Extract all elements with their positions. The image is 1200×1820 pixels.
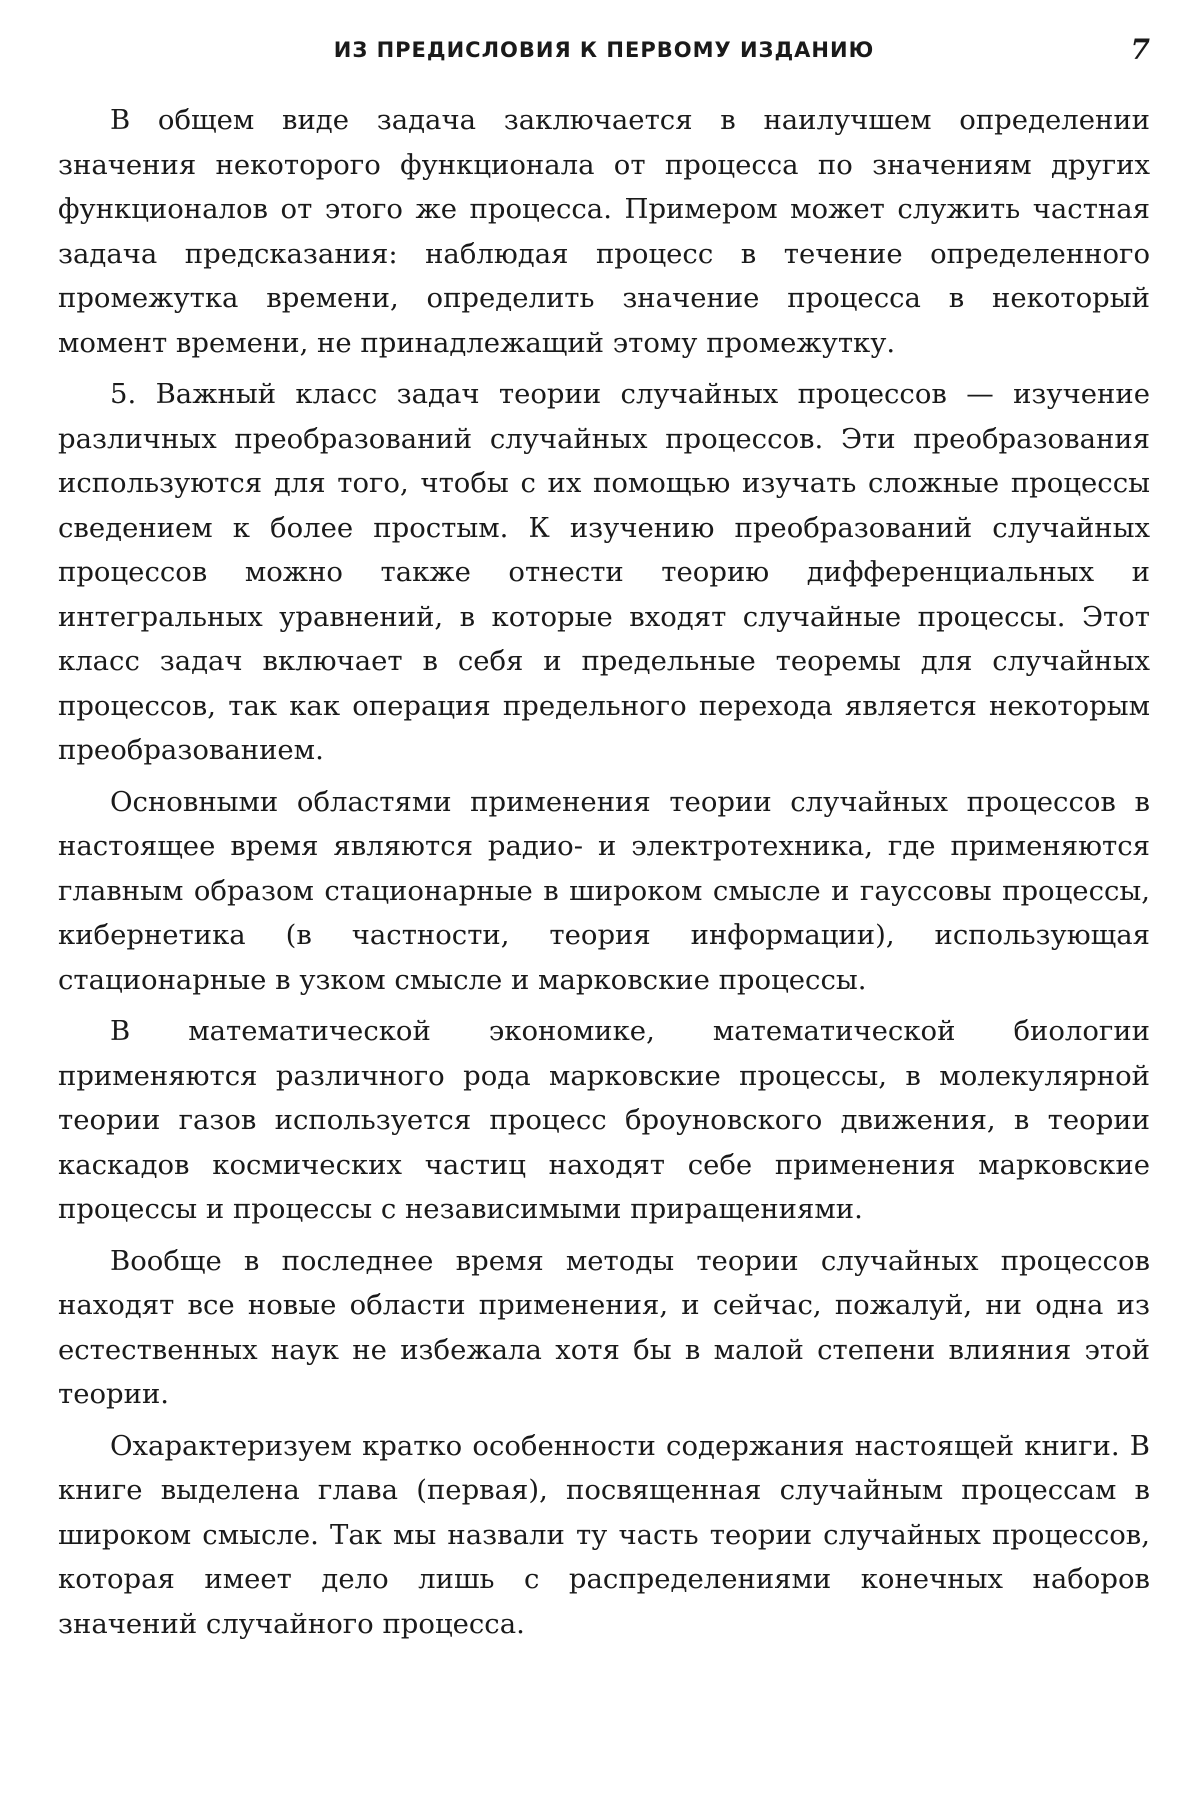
running-title: ИЗ ПРЕДИСЛОВИЯ К ПЕРВОМУ ИЗДАНИЮ (333, 38, 875, 62)
paragraph: Охарактеризуем кратко особенности содержания настоящей книги. В книге выделена глава (первая), посвященная случайным процессам в широком смысле. Так мы назвали ту часть теории случайных процессов, которая имеет дело лишь с распределениями конечных наборов значений случайного процесса. (58, 1429, 1150, 1640)
paragraph: В общем виде задача заключается в наилучшем определении значения некоторого функционала от процесса по значениям других функционалов от этого же процесса. Примером может служить частная задача предсказания: наблюдая процесс в течение определенного промежутка времени, определить значение процесса в некоторый момент времени, не принадлежащий этому промежутку. (58, 104, 1150, 359)
paragraph: В математической экономике, математической биологии применяются различного рода марковские процессы, в молекулярной теории газов используется процесс броуновского движения, в теории каскадов космических частиц находят себе применения марковские процессы и процессы с независимыми приращениями. (58, 1015, 1150, 1225)
paragraph: Вообще в последнее время методы теории случайных процессов находят все новые области применения, и сейчас, пожалуй, ни одна из естественных наук не избежала хотя бы в малой степени влияния этой теории. (58, 1244, 1150, 1410)
page-number: 7 (1130, 33, 1150, 66)
running-head (58, 32, 1150, 68)
body-text (58, 98, 1150, 1646)
paragraph: 5. Важный класс задач теории случайных процессов — изучение различных преобразований случайных процессов. Эти преобразования используются для того, чтобы с их помощью изучать сложные процессы сведением к более простым. К изучению преобразований случайных процессов можно также отнести теорию дифференциальных и интегральных уравнений, в которые входят случайные процессы. Этот класс задач включает в себя и предельные теоремы для случайных процессов, так как операция предельного перехода является некоторым преобразованием. (58, 378, 1150, 766)
paragraph: Основными областями применения теории случайных процессов в настоящее время являются радио- и электротехника, где применяются главным образом стационарные в широком смысле и гауссовы процессы, кибернетика (в частности, теория информации), использующая стационарные в узком смысле и марковские процессы. (58, 785, 1150, 996)
